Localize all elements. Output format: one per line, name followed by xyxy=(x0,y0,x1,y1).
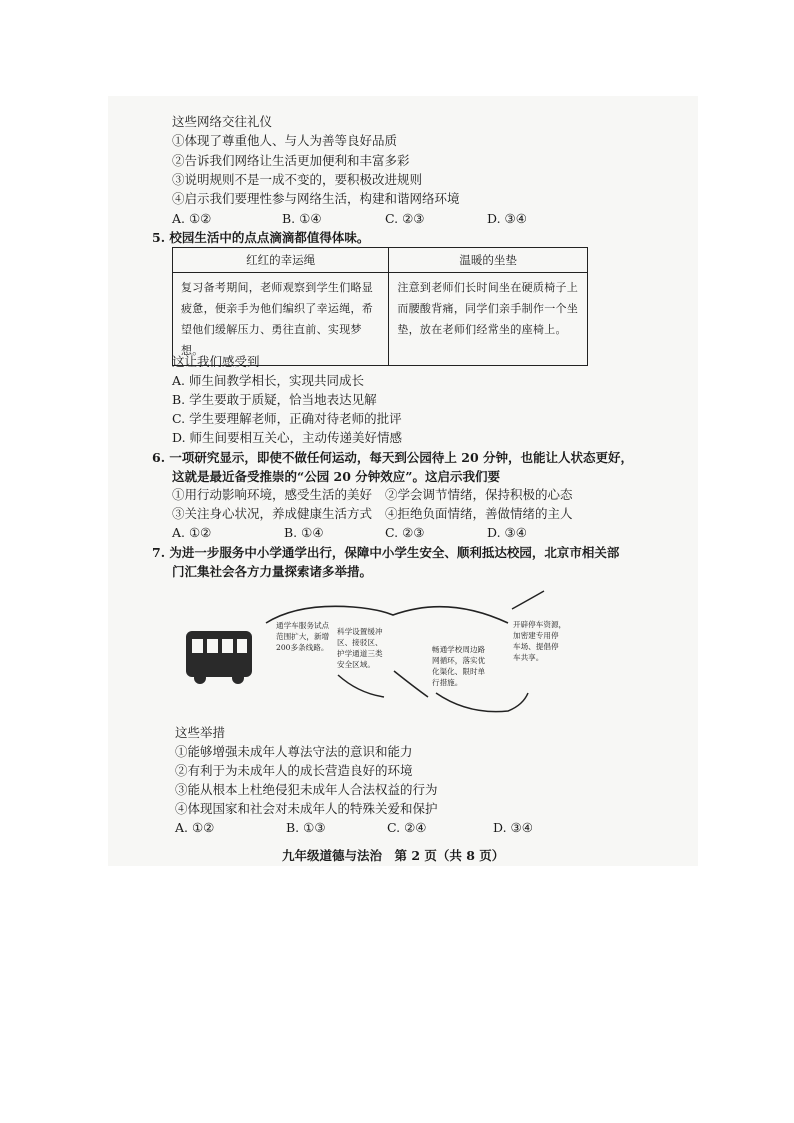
q5-table xyxy=(172,247,588,366)
q6-option-a[interactable]: A. ①② xyxy=(172,525,212,540)
q7-statement-1: ①能够增强未成年人尊法守法的意识和能力 xyxy=(175,744,413,759)
q6-statement-2: ②学会调节情绪，保持积极的心态 xyxy=(385,487,573,502)
q4-option-d[interactable]: D. ③④ xyxy=(487,211,527,226)
q4-option-c[interactable]: C. ②③ xyxy=(385,211,425,226)
q7-option-c[interactable]: C. ②④ xyxy=(387,820,427,835)
q6-option-b[interactable]: B. ①④ xyxy=(284,525,324,540)
q7-statement-4: ④体现国家和社会对未成年人的特殊关爱和保护 xyxy=(175,801,438,816)
q6-stem-line-1: 6. 一项研究显示，即使不做任何运动，每天到公园待上 20 分钟，也能让人状态更好， xyxy=(152,450,634,465)
q7-note-3: 畅通学校周边路 网循环，落实优 化渠化、限时单 行措施。 xyxy=(432,645,486,687)
q6-statement-3: ③关注身心状况，养成健康生活方式 xyxy=(172,506,373,521)
q7-note-2: 科学设置缓冲 区、接驳区、 护学通道三类 安全区域。 xyxy=(337,627,383,669)
q5-option-c[interactable]: C. 学生要理解老师，正确对待老师的批评 xyxy=(172,411,402,426)
q7-statement-3: ③能从根本上杜绝侵犯未成年人合法权益的行为 xyxy=(175,782,438,797)
road-line-top-right xyxy=(512,591,544,609)
q5-table-header-1: 红红的幸运绳 xyxy=(173,248,389,273)
q6-statement-4: ④拒绝负面情绪，善做情绪的主人 xyxy=(385,506,573,521)
q4-statement-3: ③说明规则不是一成不变的，要积极改进规则 xyxy=(172,172,423,187)
q6-option-c[interactable]: C. ②③ xyxy=(385,525,425,540)
q5-option-a[interactable]: A. 师生间教学相长，实现共同成长 xyxy=(172,373,364,388)
q7-option-b[interactable]: B. ①③ xyxy=(286,820,326,835)
q4-statement-1: ①体现了尊重他人、与人为善等良好品质 xyxy=(172,133,398,148)
q7-option-a[interactable]: A. ①② xyxy=(175,820,215,835)
q5-lead: 这让我们感受到 xyxy=(172,354,260,369)
q7-stem-line-1: 7. 为进一步服务中小学通学出行，保障中小学生安全、顺利抵达校园，北京市相关部 xyxy=(152,545,620,560)
q7-note-4: 开辟停车资源， 加密建专用停 车场、提倡停 车共享。 xyxy=(513,620,567,662)
q7-stem-line-2: 门汇集社会各方力量探索诸多举措。 xyxy=(172,564,373,579)
q4-option-b[interactable]: B. ①④ xyxy=(282,211,322,226)
q4-option-a[interactable]: A. ①② xyxy=(172,211,212,226)
q5-stem: 5. 校园生活中的点点滴滴都值得体味。 xyxy=(152,230,370,245)
q7-note-1: 通学车服务试点 范围扩大，新增 200多条线路。 xyxy=(276,621,330,652)
q5-table-cell-1: 复习备考期间，老师观察到学生们略显疲惫，便亲手为他们编织了幸运绳，希望他们缓解压力、勇往直前、实现梦想。 xyxy=(173,273,389,366)
page-footer: 九年级道德与法治 第 2 页（共 8 页） xyxy=(282,848,505,863)
q5-option-d[interactable]: D. 师生间要相互关心，主动传递美好情感 xyxy=(172,430,403,445)
q6-statement-1: ①用行动影响环境，感受生活的美好 xyxy=(172,487,373,502)
bus-icon xyxy=(186,631,252,684)
q5-table-cell-2: 注意到老师们长时间坐在硬质椅子上而腰酸背痛，同学们亲手制作一个坐垫，放在老师们经常坐的座椅上。 xyxy=(389,273,588,366)
q5-table-header-2: 温暖的坐垫 xyxy=(389,248,588,273)
q6-option-d[interactable]: D. ③④ xyxy=(487,525,527,540)
q6-stem-line-2: 这就是最近备受推崇的“公园 20 分钟效应”。这启示我们要 xyxy=(172,469,500,484)
q5-option-b[interactable]: B. 学生要敢于质疑，恰当地表达见解 xyxy=(172,392,377,407)
q7-lead: 这些举措 xyxy=(175,725,226,740)
q4-lead: 这些网络交往礼仪 xyxy=(172,114,273,129)
q7-option-d[interactable]: D. ③④ xyxy=(493,820,533,835)
q4-statement-4: ④启示我们要理性参与网络生活，构建和谐网络环境 xyxy=(172,191,460,206)
q7-statement-2: ②有利于为未成年人的成长营造良好的环境 xyxy=(175,763,413,778)
q4-statement-2: ②告诉我们网络让生活更加便利和丰富多彩 xyxy=(172,153,410,168)
